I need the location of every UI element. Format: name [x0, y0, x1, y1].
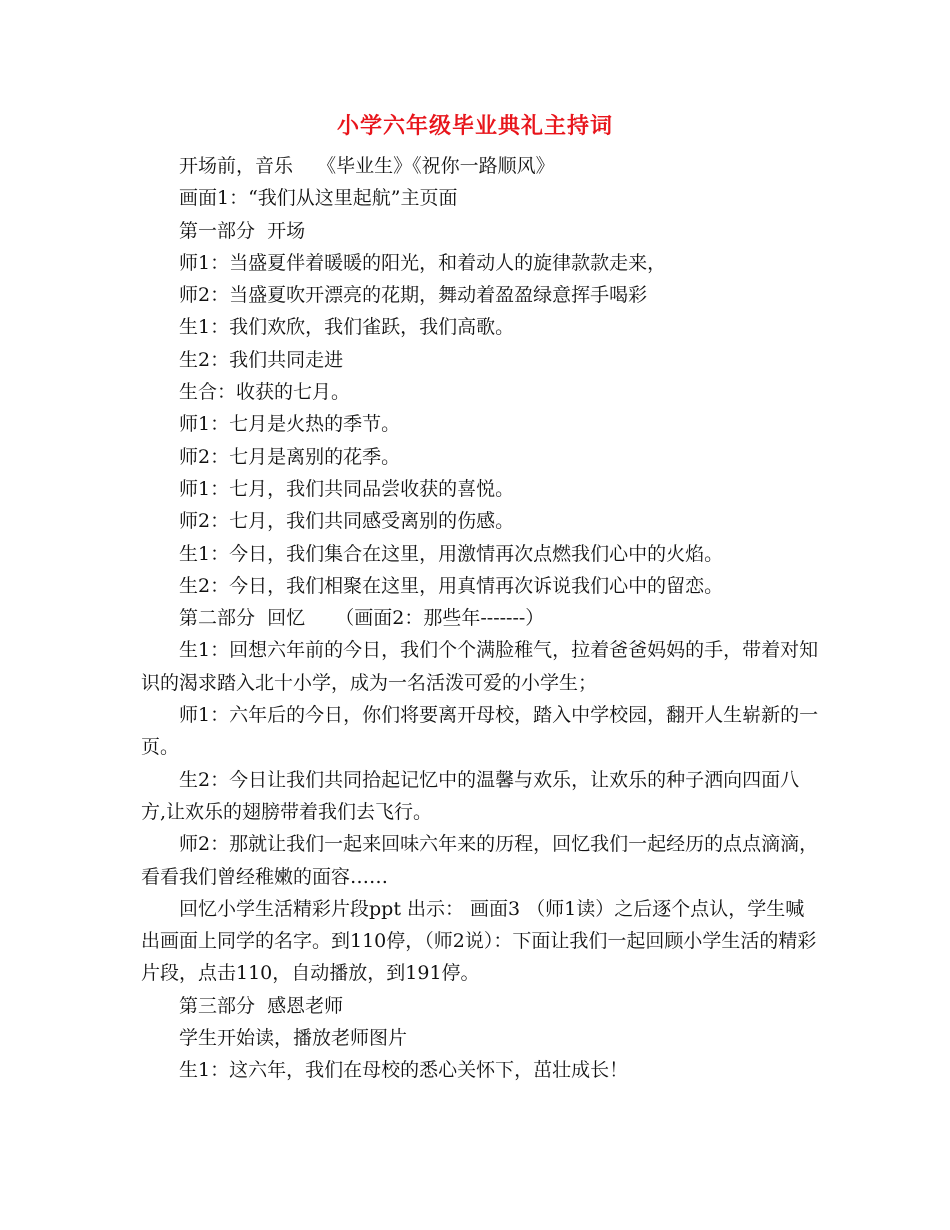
paragraph: 师1：当盛夏伴着暖暖的阳光，和着动人的旋律款款走来， [179, 251, 667, 274]
paragraph: 生1：我们欢欣，我们雀跃，我们高歌。 [179, 316, 515, 339]
document-body [141, 150, 821, 1087]
paragraph: 生2：今日，我们相聚在这里，用真情再次诉说我们心中的留恋。 [179, 574, 724, 597]
paragraph: 生1：今日，我们集合在这里，用激情再次点燃我们心中的火焰。 [179, 542, 724, 565]
paragraph: 生1：回想六年前的今日，我们个个满脸稚气，拉着爸爸妈妈的手，带着对知识的渴求踏入北十小学，成为一名活泼可爱的小学生； [141, 639, 819, 694]
paragraph: 生2：我们共同走进 [179, 348, 344, 371]
paragraph: 学生开始读，播放老师图片 [179, 1027, 408, 1050]
section-heading: 第二部分 回忆 （画面2：那些年-------） [179, 607, 545, 630]
paragraph: 生1：这六年，我们在母校的悉心关怀下，茁壮成长！ [179, 1059, 629, 1082]
paragraph: 开场前，音乐 《毕业生》《祝你一路顺风》 [179, 155, 555, 177]
paragraph: 师2：当盛夏吹开漂亮的花期，舞动着盈盈绿意挥手喝彩 [179, 284, 648, 307]
document-title: 小学六年级毕业典礼主持词 [336, 113, 613, 139]
paragraph: 生合：收获的七月。 [179, 381, 351, 404]
section-heading: 第三部分 感恩老师 [179, 994, 344, 1017]
paragraph: 师1：七月，我们共同品尝收获的喜悦。 [179, 477, 515, 500]
paragraph: 师1：六年后的今日，你们将要离开母校，踏入中学校园，翻开人生崭新的一页。 [141, 704, 819, 759]
paragraph: 师2：七月是离别的花季。 [179, 445, 401, 468]
paragraph: 画面1：“我们从这里起航”主页面 [179, 187, 458, 210]
section-heading: 第一部分 开场 [179, 219, 306, 242]
paragraph: 师2：七月，我们共同感受离别的伤感。 [179, 510, 515, 533]
paragraph: 生2：今日让我们共同拾起记忆中的温馨与欢乐，让欢乐的种子洒向四面八方,让欢乐的翅膀带着我们去飞行。 [141, 768, 800, 823]
paragraph: 师1：七月是火热的季节。 [179, 413, 401, 436]
paragraph: 回忆小学生活精彩片段ppt 出示： 画面3 （师1读）之后逐个点认，学生喊出画面上同学的名字。到110停，（师2说）：下面让我们一起回顾小学生活的精彩片段，点击110，自动播放，到191停。 [141, 897, 817, 985]
paragraph: 师2：那就让我们一起来回味六年来的历程，回忆我们一起经历的点点滴滴，看看我们曾经稚嫩的面容…… [141, 833, 819, 888]
